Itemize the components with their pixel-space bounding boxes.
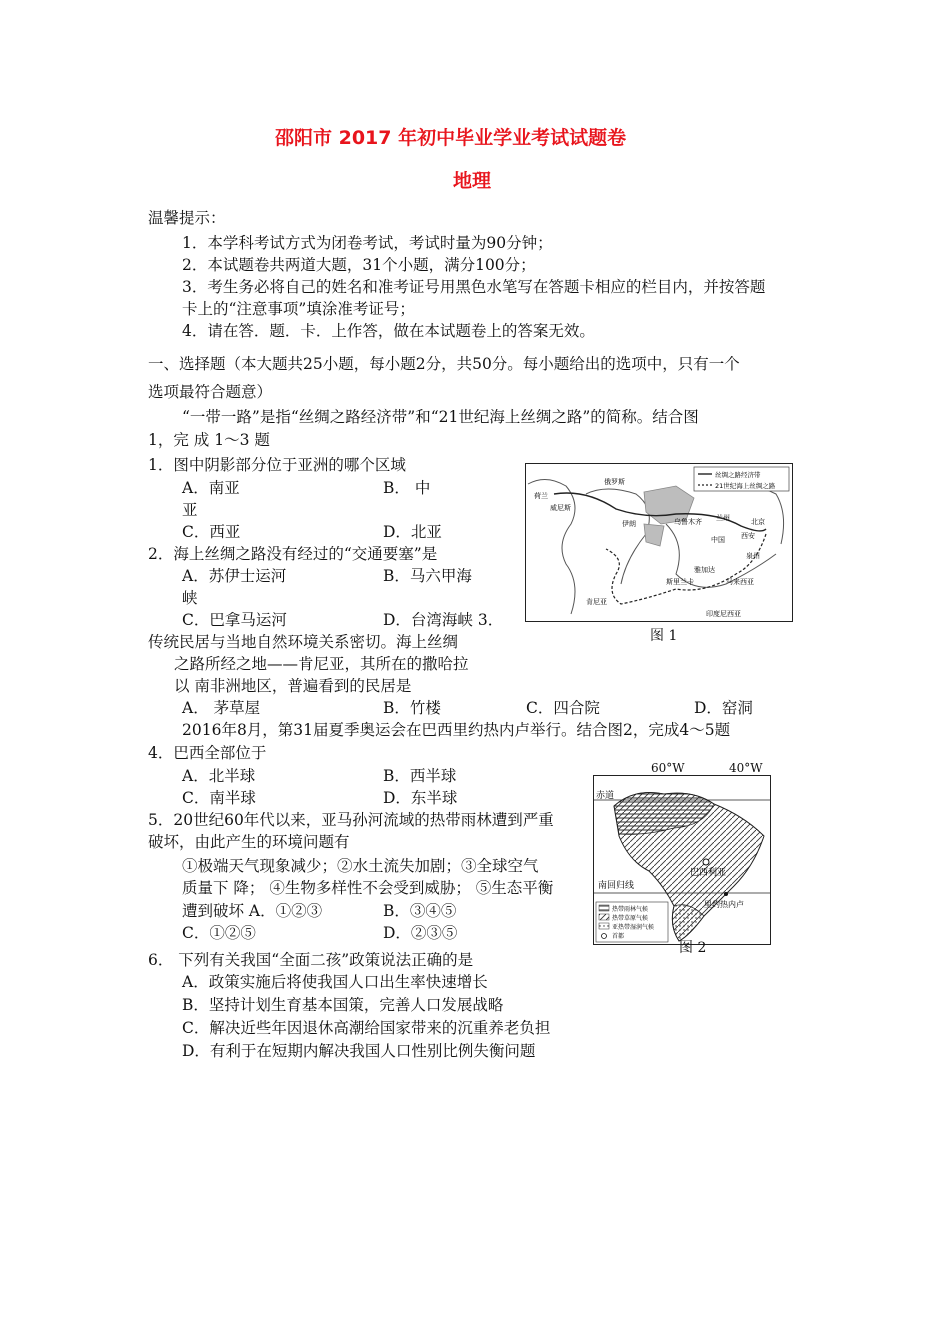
q4-option-c: C．南半球 [182, 789, 256, 807]
equator-label: 赤道 [596, 791, 615, 801]
figure-1-map [525, 463, 793, 622]
q3-option-d: D．窑洞 [694, 699, 753, 717]
q6-option-a: A．政策实施后将使我国人口出生率快速增长 [182, 973, 488, 991]
q6-option-c: C．解决近些年因退休高潮给国家带来的沉重养老负担 [182, 1019, 551, 1037]
q4-option-b: B．西半球 [383, 767, 457, 785]
svg-text:兰州: 兰州 [716, 514, 730, 522]
svg-text:亚热带湿润气候: 亚热带湿润气候 [612, 924, 655, 931]
q2-option-a: A．苏伊士运河 [182, 567, 287, 585]
legend-maritime: 21世纪海上丝绸之路 [715, 482, 776, 490]
q5-option-b: B．③④⑤ [383, 902, 457, 920]
intro-text-cont: 1，完 成 1～3 题 [148, 431, 270, 449]
q2-option-b: B．马六甲海 [383, 567, 472, 585]
belt-road-map-svg [526, 464, 792, 621]
q4-option-a: A．北半球 [182, 767, 256, 785]
figure-2-map [593, 775, 771, 945]
question-5-stem: 5．20世纪60年代以来，亚马孙河流域的热带雨林遭到严重 [148, 811, 554, 829]
capital-label: 巴西利亚 [690, 868, 727, 878]
rio-label: 里约热内卢 [704, 900, 744, 909]
question-2-stem: 2．海上丝绸之路没有经过的“交通要塞”是 [148, 545, 438, 563]
svg-text:荷兰: 荷兰 [534, 492, 548, 500]
question-3-stem: 传统民居与当地自然环境关系密切。海上丝绸 [148, 633, 459, 651]
svg-text:热带雨林气候: 热带雨林气候 [612, 906, 649, 913]
question-6-stem: 6． 下列有关我国“全面二孩”政策说法正确的是 [148, 951, 474, 969]
rio-marker [724, 892, 728, 896]
question-3-stem-cont: 之路所经之地——肯尼亚，其所在的撒哈拉 [174, 655, 469, 673]
svg-text:中国: 中国 [711, 536, 725, 544]
svg-text:雅加达: 雅加达 [694, 566, 715, 574]
q1-option-b: B． 中 [383, 479, 431, 497]
figure-1-caption: 图 1 [650, 628, 678, 644]
question-4-stem: 4．巴西全部位于 [148, 744, 267, 762]
notice-item: 卡上的“注意事项”填涂准考证号； [182, 300, 415, 318]
question-1-stem: 1．图中阴影部分位于亚洲的哪个区域 [148, 456, 406, 474]
section-heading: 一、选择题（本大题共25小题，每小题2分，共50分。每小题给出的选项中，只有一个 [148, 355, 740, 373]
svg-text:西安: 西安 [741, 532, 755, 540]
svg-text:伊朗: 伊朗 [622, 520, 636, 528]
q5-option-c: C．①②⑤ [182, 924, 256, 942]
svg-text:印度尼西亚: 印度尼西亚 [706, 610, 741, 618]
svg-text:威尼斯: 威尼斯 [550, 504, 571, 512]
q2-option-d: D．台湾海峡 3． [383, 611, 504, 629]
svg-text:马来西亚: 马来西亚 [726, 578, 754, 586]
page-title: 邵阳市 2017 年初中毕业学业考试试题卷 [275, 127, 627, 149]
q2-option-b-cont: 峡 [182, 589, 198, 607]
q5-option-d: D．②③⑤ [383, 924, 458, 942]
question-5-items-cont: 质量下 降； ④生物多样性不会受到威胁； ⑤生态平衡 [182, 879, 554, 897]
legend-belt: 丝绸之路经济带 [715, 471, 761, 479]
section-heading-cont: 选项最符合题意） [148, 383, 273, 401]
q3-option-b: B．竹楼 [383, 699, 441, 717]
svg-text:俄罗斯: 俄罗斯 [604, 478, 625, 486]
brazil-map-svg [594, 776, 770, 944]
q1-option-b-cont: 亚 [182, 501, 198, 519]
notice-item: 1．本学科考试方式为闭卷考试，考试时量为90分钟； [182, 234, 553, 252]
q1-option-d: D．北亚 [383, 523, 442, 541]
question-5-stem-cont: 破坏，由此产生的环境问题有 [148, 833, 350, 851]
q4-option-d: D．东半球 [383, 789, 458, 807]
question-3-stem-cont2: 以 南非洲地区，普遍看到的民居是 [174, 677, 412, 695]
svg-text:肯尼亚: 肯尼亚 [586, 598, 607, 606]
q2-option-c: C．巴拿马运河 [182, 611, 287, 629]
intro-text-2: 2016年8月，第31届夏季奥运会在巴西里约热内卢举行。结合图2，完成4～5题 [182, 721, 731, 739]
q3-option-a: A． 茅草屋 [182, 699, 261, 717]
tropic-label: 南回归线 [598, 881, 635, 891]
intro-text: “一带一路”是指“丝绸之路经济带”和“21世纪海上丝绸之路”的简称。结合图 [182, 408, 699, 426]
svg-text:乌鲁木齐: 乌鲁木齐 [674, 518, 702, 526]
notice-item: 2．本试题卷共两道大题，31个小题，满分100分； [182, 256, 536, 274]
svg-text:泉州: 泉州 [746, 552, 760, 560]
q6-option-b: B．坚持计划生育基本国策，完善人口发展战略 [182, 996, 504, 1014]
fig2-lon-60w: 60°W [651, 761, 685, 775]
notice-item: 4．请在答．题．卡．上作答，做在本试题卷上的答案无效。 [182, 322, 595, 340]
q3-option-c: C．四合院 [526, 699, 600, 717]
notice-item: 3．考生务必将自己的姓名和准考证号用黑色水笔写在答题卡相应的栏目内，并按答题 [182, 278, 766, 296]
figure-2-caption: 图 2 [679, 940, 707, 956]
q5-option-a: 遭到破坏 A．①②③ [182, 902, 323, 920]
q1-option-a: A．南亚 [182, 479, 240, 497]
svg-text:热带草原气候: 热带草原气候 [612, 915, 649, 922]
q6-option-d: D．有利于在短期内解决我国人口性别比例失衡问题 [182, 1042, 536, 1060]
question-5-items: ①极端天气现象减少；②水土流失加剧；③全球空气 [182, 857, 539, 875]
fig2-lon-40w: 40°W [729, 761, 763, 775]
svg-text:首都: 首都 [612, 933, 625, 940]
svg-text:北京: 北京 [751, 518, 765, 526]
q1-option-c: C．西亚 [182, 523, 241, 541]
notice-heading: 温馨提示： [148, 209, 226, 227]
svg-text:斯里兰卡: 斯里兰卡 [666, 578, 694, 586]
capital-marker [703, 859, 709, 865]
subject-title: 地理 [453, 170, 492, 192]
